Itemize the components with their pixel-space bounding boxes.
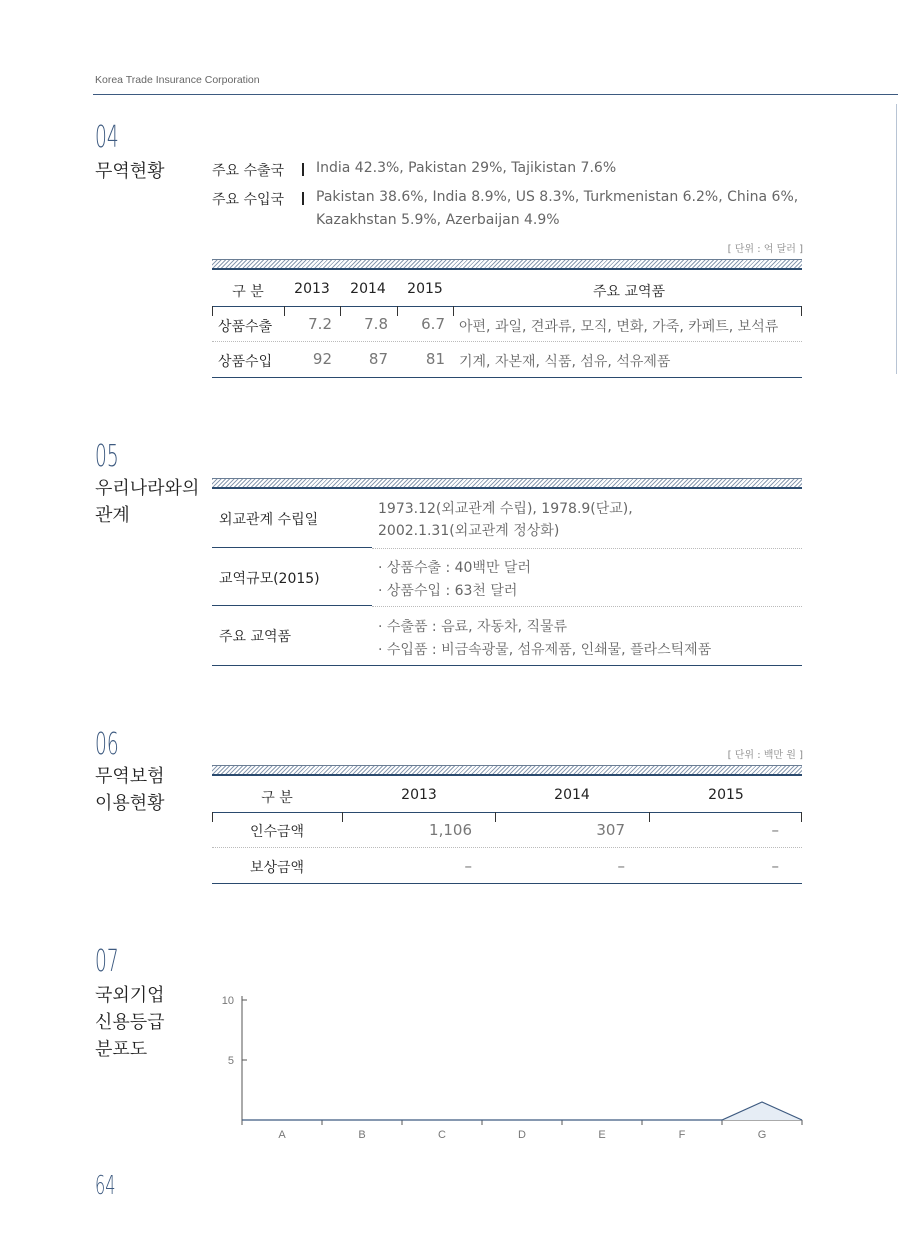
col-header-2014: 2014 bbox=[350, 281, 386, 297]
x-tick-label-g: G bbox=[757, 1129, 767, 1140]
table-top-rule bbox=[212, 487, 802, 489]
col-header-category: 구 분 bbox=[232, 284, 264, 300]
section-number-07: 07 bbox=[95, 944, 119, 979]
row-divider bbox=[212, 847, 802, 848]
relation-label-diplomacy: 외교관계 수립일 bbox=[219, 512, 319, 528]
cell-export-2013: 7.2 bbox=[308, 315, 332, 333]
col-header-items: 주요 교역품 bbox=[592, 284, 666, 300]
section-title-credit-2: 신용등급 bbox=[95, 1012, 165, 1033]
header-org: Korea Trade Insurance Corporation bbox=[95, 74, 260, 86]
cell-export-items: 아편, 과일, 견과류, 모직, 면화, 가죽, 카페트, 보석류 bbox=[459, 319, 779, 335]
credit-rating-distribution-chart bbox=[200, 980, 820, 1140]
col-header-2013: 2013 bbox=[294, 281, 330, 297]
import-countries-value-line1: Pakistan 38.6%, India 8.9%, US 8.3%, Turkmenistan 6.2%, China 6%, bbox=[316, 189, 799, 205]
relation-items-line2: · 수입품 : 비금속광물, 섬유제품, 인쇄물, 플라스틱제품 bbox=[378, 642, 712, 658]
section-title-insurance-2: 이용현황 bbox=[95, 793, 165, 814]
row-divider bbox=[372, 606, 802, 607]
column-tick bbox=[453, 306, 454, 316]
section-title-relation-1: 우리나라와의 bbox=[95, 478, 200, 499]
area-line bbox=[242, 1102, 802, 1120]
table-bottom-rule bbox=[212, 377, 802, 378]
cell-compensation-2013: – bbox=[464, 857, 472, 875]
label-divider bbox=[302, 192, 304, 205]
relation-label-items: 주요 교역품 bbox=[219, 629, 292, 645]
relation-items-line1: · 수출품 : 음료, 자동차, 직물류 bbox=[378, 619, 568, 635]
page-number: 64 bbox=[95, 1171, 116, 1201]
cell-compensation-2014: – bbox=[617, 857, 625, 875]
header-rule bbox=[212, 306, 802, 307]
cell-compensation-2015: – bbox=[771, 857, 779, 875]
label-divider bbox=[302, 163, 304, 176]
section-number-04: 04 bbox=[95, 120, 119, 155]
section-title-relation-2: 관계 bbox=[95, 505, 130, 526]
table-bottom-rule bbox=[212, 665, 802, 666]
x-tick-label-e: E bbox=[598, 1129, 606, 1140]
margin-rule bbox=[896, 104, 897, 374]
relation-trade-volume-line1: · 상품수출 : 40백만 달러 bbox=[378, 560, 531, 576]
x-tick-label-b: B bbox=[358, 1129, 366, 1140]
row-divider bbox=[212, 341, 802, 342]
table-bottom-rule bbox=[212, 883, 802, 884]
unit-note: [ 단위 : 억 달러 ] bbox=[727, 244, 803, 255]
row-divider bbox=[372, 548, 802, 549]
section-title-credit-1: 국외기업 bbox=[95, 985, 165, 1006]
col-header-2013: 2013 bbox=[401, 787, 437, 803]
export-countries-value: India 42.3%, Pakistan 29%, Tajikistan 7.6% bbox=[316, 160, 617, 176]
relation-diplomacy-line1: 1973.12(외교관계 수립), 1978.9(단교), bbox=[378, 501, 633, 517]
cell-underwriting-2013: 1,106 bbox=[429, 821, 472, 839]
cell-export-2014: 7.8 bbox=[364, 315, 388, 333]
cell-export-2015: 6.7 bbox=[421, 315, 445, 333]
section-number-05: 05 bbox=[95, 439, 119, 474]
column-tick bbox=[212, 306, 213, 316]
table-top-rule bbox=[212, 774, 802, 776]
import-countries-value-line2: Kazakhstan 5.9%, Azerbaijan 4.9% bbox=[316, 212, 560, 228]
cell-import-2015: 81 bbox=[425, 350, 445, 368]
unit-note: [ 단위 : 백만 원 ] bbox=[727, 750, 803, 761]
x-tick-label-a: A bbox=[278, 1129, 286, 1140]
cell-import-2013: 92 bbox=[312, 350, 332, 368]
x-tick-label-f: F bbox=[678, 1129, 686, 1140]
row-label-compensation: 보상금액 bbox=[249, 860, 305, 876]
import-countries-label: 주요 수입국 bbox=[212, 192, 285, 208]
relation-trade-volume-line2: · 상품수입 : 63천 달러 bbox=[378, 583, 518, 599]
cell-import-2014: 87 bbox=[368, 350, 388, 368]
table-top-hatch bbox=[212, 259, 802, 268]
section-title-insurance-1: 무역보험 bbox=[95, 766, 165, 787]
cell-underwriting-2014: 307 bbox=[596, 821, 625, 839]
x-tick-label-c: C bbox=[438, 1129, 446, 1140]
cell-underwriting-2015: – bbox=[771, 821, 779, 839]
relation-diplomacy-line2: 2002.1.31(외교관계 정상화) bbox=[378, 523, 560, 539]
y-tick-label: 5 bbox=[227, 1055, 234, 1067]
row-label-underwriting: 인수금액 bbox=[249, 824, 305, 840]
header-divider bbox=[93, 94, 898, 95]
section-title-trade: 무역현황 bbox=[95, 161, 165, 182]
col-header-2015: 2015 bbox=[407, 281, 443, 297]
cell-import-items: 기계, 자본재, 식품, 섬유, 석유제품 bbox=[459, 354, 671, 370]
table-top-hatch bbox=[212, 478, 802, 487]
row-label-export: 상품수출 bbox=[218, 319, 273, 335]
y-tick-label: 10 bbox=[221, 995, 234, 1007]
section-title-credit-3: 분포도 bbox=[95, 1039, 148, 1060]
column-tick bbox=[801, 812, 802, 822]
row-label-rule bbox=[212, 605, 372, 606]
table-top-hatch bbox=[212, 765, 802, 774]
x-tick-label-d: D bbox=[518, 1129, 526, 1140]
col-header-category: 구 분 bbox=[261, 790, 293, 806]
row-label-import: 상품수입 bbox=[218, 354, 273, 370]
relation-label-trade-volume: 교역규모(2015) bbox=[219, 571, 320, 587]
table-top-rule bbox=[212, 268, 802, 270]
header-rule bbox=[212, 812, 802, 813]
col-header-2014: 2014 bbox=[554, 787, 590, 803]
column-tick bbox=[801, 306, 802, 316]
section-number-06: 06 bbox=[95, 727, 119, 762]
row-label-rule bbox=[212, 547, 372, 548]
col-header-2015: 2015 bbox=[708, 787, 744, 803]
export-countries-label: 주요 수출국 bbox=[212, 163, 285, 179]
area-fill bbox=[242, 1102, 802, 1120]
